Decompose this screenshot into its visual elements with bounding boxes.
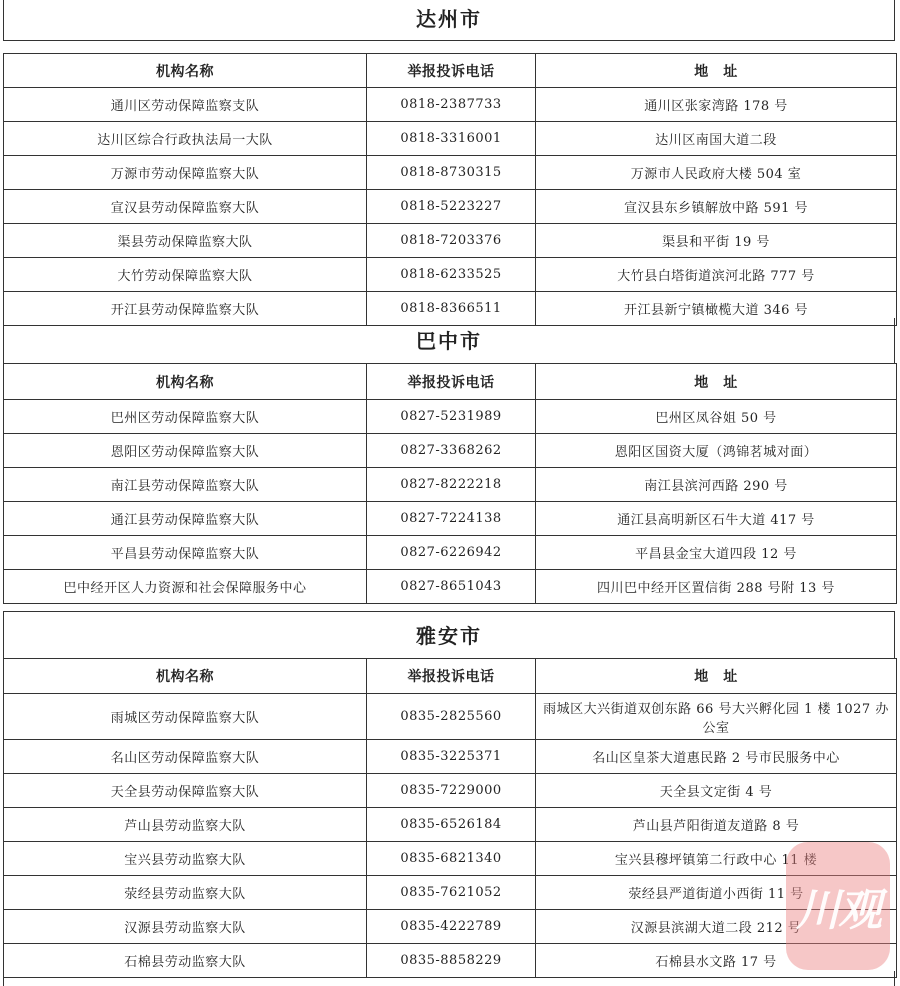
column-header-phone: 举报投诉电话: [367, 54, 536, 88]
phone-cell: 0818-5223227: [367, 190, 536, 224]
table-row: [4, 842, 897, 876]
org-name-cell: 平昌县劳动保障监察大队: [4, 536, 367, 570]
phone-cell: 0827-5231989: [367, 400, 536, 434]
column-header-address: 地 址: [536, 364, 897, 400]
address-cell: 四川巴中经开区置信街 288 号附 13 号: [536, 570, 897, 604]
org-name-cell: 名山区劳动保障监察大队: [4, 740, 367, 774]
address-cell: 天全县文定街 4 号: [536, 774, 897, 808]
phone-cell: 0818-3316001: [367, 122, 536, 156]
phone-cell: 0827-8222218: [367, 468, 536, 502]
table-row: [4, 224, 897, 258]
org-name-cell: 大竹劳动保障监察大队: [4, 258, 367, 292]
org-name-cell: 汉源县劳动监察大队: [4, 910, 367, 944]
bazhong-section: [3, 363, 895, 604]
city-title-yaan: 雅安市: [3, 611, 895, 659]
address-cell: 荥经县严道街道小西街 11 号: [536, 876, 897, 910]
phone-cell: 0835-7229000: [367, 774, 536, 808]
org-name-cell: 天全县劳动保障监察大队: [4, 774, 367, 808]
table-row: [4, 570, 897, 604]
table-row: [4, 190, 897, 224]
phone-cell: 0827-3368262: [367, 434, 536, 468]
address-cell: 恩阳区国资大厦（鸿锦茗城对面）: [536, 434, 897, 468]
org-name-cell: 荥经县劳动监察大队: [4, 876, 367, 910]
org-name-cell: 万源市劳动保障监察大队: [4, 156, 367, 190]
address-cell: 渠县和平街 19 号: [536, 224, 897, 258]
phone-cell: 0818-8730315: [367, 156, 536, 190]
table-row: [4, 910, 897, 944]
yaan-table: [3, 658, 897, 978]
dazhou-table: [3, 53, 897, 326]
org-name-cell: 通江县劳动保障监察大队: [4, 502, 367, 536]
org-name-cell: 达川区综合行政执法局一大队: [4, 122, 367, 156]
phone-cell: 0818-8366511: [367, 292, 536, 326]
address-cell: 平昌县金宝大道四段 12 号: [536, 536, 897, 570]
table-header-row: [4, 659, 897, 694]
table-row: [4, 740, 897, 774]
table-header-row: [4, 364, 897, 400]
org-name-cell: 芦山县劳动监察大队: [4, 808, 367, 842]
phone-cell: 0827-7224138: [367, 502, 536, 536]
table-row: [4, 156, 897, 190]
column-header-name: 机构名称: [4, 364, 367, 400]
phone-cell: 0835-7621052: [367, 876, 536, 910]
column-header-phone: 举报投诉电话: [367, 659, 536, 694]
address-cell: 名山区皇茶大道惠民路 2 号市民服务中心: [536, 740, 897, 774]
address-cell: 雨城区大兴街道双创东路 66 号大兴孵化园 1 楼 1027 办公室: [536, 694, 897, 740]
address-cell: 通川区张家湾路 178 号: [536, 88, 897, 122]
table-row: [4, 536, 897, 570]
phone-cell: 0827-8651043: [367, 570, 536, 604]
table-row: [4, 876, 897, 910]
org-name-cell: 渠县劳动保障监察大队: [4, 224, 367, 258]
column-header-address: 地 址: [536, 659, 897, 694]
address-cell: 通江县高明新区石牛大道 417 号: [536, 502, 897, 536]
org-name-cell: 恩阳区劳动保障监察大队: [4, 434, 367, 468]
table-row: [4, 258, 897, 292]
org-name-cell: 开江县劳动保障监察大队: [4, 292, 367, 326]
phone-cell: 0827-6226942: [367, 536, 536, 570]
address-cell: 南江县滨河西路 290 号: [536, 468, 897, 502]
org-name-cell: 通川区劳动保障监察支队: [4, 88, 367, 122]
address-cell: 芦山县芦阳街道友道路 8 号: [536, 808, 897, 842]
phone-cell: 0818-2387733: [367, 88, 536, 122]
phone-cell: 0835-4222789: [367, 910, 536, 944]
org-name-cell: 南江县劳动保障监察大队: [4, 468, 367, 502]
phone-cell: 0835-6821340: [367, 842, 536, 876]
column-header-name: 机构名称: [4, 54, 367, 88]
org-name-cell: 宣汉县劳动保障监察大队: [4, 190, 367, 224]
phone-cell: 0835-2825560: [367, 694, 536, 740]
table-row: [4, 400, 897, 434]
address-cell: 巴州区凤谷姐 50 号: [536, 400, 897, 434]
dazhou-section: [3, 53, 895, 326]
phone-cell: 0835-6526184: [367, 808, 536, 842]
org-name-cell: 雨城区劳动保障监察大队: [4, 694, 367, 740]
org-name-cell: 石棉县劳动监察大队: [4, 944, 367, 978]
table-header-row: [4, 54, 897, 88]
address-cell: 宝兴县穆坪镇第二行政中心 11 楼: [536, 842, 897, 876]
org-name-cell: 宝兴县劳动监察大队: [4, 842, 367, 876]
address-cell: 石棉县水文路 17 号: [536, 944, 897, 978]
org-name-cell: 巴中经开区人力资源和社会保障服务中心: [4, 570, 367, 604]
column-header-address: 地 址: [536, 54, 897, 88]
bazhong-table: [3, 363, 897, 604]
address-cell: 汉源县滨湖大道二段 212 号: [536, 910, 897, 944]
phone-cell: 0818-6233525: [367, 258, 536, 292]
table-row: [4, 122, 897, 156]
table-row: [4, 468, 897, 502]
table-row: [4, 434, 897, 468]
phone-cell: 0835-3225371: [367, 740, 536, 774]
yaan-section: [3, 658, 895, 978]
address-cell: 开江县新宁镇橄榄大道 346 号: [536, 292, 897, 326]
table-row: [4, 808, 897, 842]
city-title-dazhou: 达州市: [3, 0, 895, 41]
table-row: [4, 774, 897, 808]
org-name-cell: 巴州区劳动保障监察大队: [4, 400, 367, 434]
table-row: [4, 502, 897, 536]
phone-cell: 0835-8858229: [367, 944, 536, 978]
address-cell: 万源市人民政府大楼 504 室: [536, 156, 897, 190]
address-cell: 大竹县白塔街道滨河北路 777 号: [536, 258, 897, 292]
address-cell: 达川区南国大道二段: [536, 122, 897, 156]
address-cell: 宣汉县东乡镇解放中路 591 号: [536, 190, 897, 224]
table-row: [4, 694, 897, 740]
city-title-bazhong: 巴中市: [3, 318, 895, 364]
phone-cell: 0818-7203376: [367, 224, 536, 258]
table-continuation: [3, 971, 895, 986]
table-row: [4, 88, 897, 122]
column-header-phone: 举报投诉电话: [367, 364, 536, 400]
chuanguan-watermark-logo: 川观: [786, 842, 890, 970]
column-header-name: 机构名称: [4, 659, 367, 694]
